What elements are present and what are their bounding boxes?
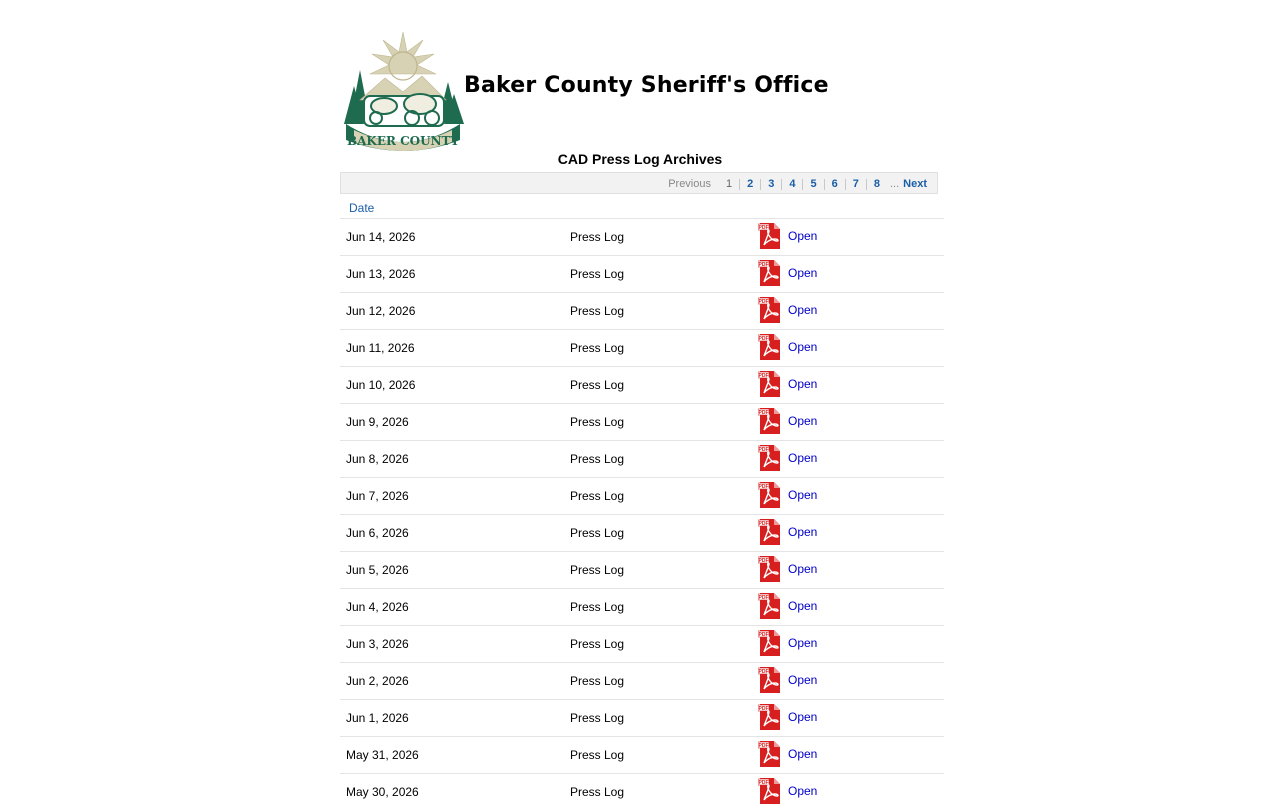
pdf-file-icon[interactable]	[758, 296, 782, 324]
svg-text:PDF: PDF	[759, 262, 769, 268]
row-date: Jun 8, 2026	[340, 441, 570, 478]
pdf-file-icon[interactable]	[758, 481, 782, 509]
open-link[interactable]: Open	[788, 229, 817, 243]
svg-text:PDF: PDF	[759, 521, 769, 527]
pdf-file-icon[interactable]	[758, 703, 782, 731]
pdf-file-icon[interactable]	[758, 370, 782, 398]
site-title: Baker County Sheriff's Office	[464, 73, 829, 98]
row-date: Jun 14, 2026	[340, 219, 570, 256]
row-type: Press Log	[570, 293, 754, 330]
row-date: Jun 9, 2026	[340, 404, 570, 441]
open-link[interactable]: Open	[788, 414, 817, 428]
page-container	[340, 28, 944, 152]
pdf-file-icon[interactable]	[758, 666, 782, 694]
pagination-page-5[interactable]: 5	[802, 179, 823, 190]
open-link[interactable]: Open	[788, 562, 817, 576]
open-link-group[interactable]	[754, 555, 817, 583]
row-date: Jun 13, 2026	[340, 256, 570, 293]
row-actions	[754, 256, 944, 293]
row-date: Jun 5, 2026	[340, 552, 570, 589]
row-date: Jun 1, 2026	[340, 700, 570, 737]
table-row	[340, 256, 944, 293]
open-link-group[interactable]	[754, 296, 817, 324]
open-link[interactable]: Open	[788, 377, 817, 391]
press-log-table	[340, 218, 944, 810]
pagination-previous: Previous	[668, 178, 719, 190]
row-type: Press Log	[570, 441, 754, 478]
table-row	[340, 404, 944, 441]
svg-text:PDF: PDF	[759, 669, 769, 675]
open-link-group[interactable]	[754, 777, 817, 805]
table-row	[340, 737, 944, 774]
open-link-group[interactable]	[754, 407, 817, 435]
pdf-file-icon[interactable]	[758, 592, 782, 620]
row-actions	[754, 626, 944, 663]
svg-text:PDF: PDF	[759, 595, 769, 601]
row-type: Press Log	[570, 700, 754, 737]
svg-text:PDF: PDF	[759, 780, 769, 786]
open-link[interactable]: Open	[788, 340, 817, 354]
pagination-page-7[interactable]: 7	[845, 179, 866, 190]
row-date: May 31, 2026	[340, 737, 570, 774]
row-type: Press Log	[570, 330, 754, 367]
pdf-file-icon[interactable]	[758, 777, 782, 805]
open-link[interactable]: Open	[788, 710, 817, 724]
row-actions	[754, 737, 944, 774]
pdf-file-icon[interactable]	[758, 222, 782, 250]
table-row	[340, 663, 944, 700]
row-type: Press Log	[570, 589, 754, 626]
table-row	[340, 293, 944, 330]
row-actions	[754, 663, 944, 700]
row-actions	[754, 330, 944, 367]
pdf-file-icon[interactable]	[758, 407, 782, 435]
open-link-group[interactable]	[754, 370, 817, 398]
open-link[interactable]: Open	[788, 784, 817, 798]
row-date: Jun 11, 2026	[340, 330, 570, 367]
open-link[interactable]: Open	[788, 525, 817, 539]
pdf-file-icon[interactable]	[758, 629, 782, 657]
pagination-page-3[interactable]: 3	[760, 179, 781, 190]
row-type: Press Log	[570, 774, 754, 810]
row-type: Press Log	[570, 404, 754, 441]
pagination-page-4[interactable]: 4	[781, 179, 802, 190]
open-link-group[interactable]	[754, 259, 817, 287]
row-actions	[754, 404, 944, 441]
open-link[interactable]: Open	[788, 451, 817, 465]
row-type: Press Log	[570, 478, 754, 515]
open-link-group[interactable]	[754, 518, 817, 546]
pagination-next[interactable]: Next	[903, 178, 927, 190]
row-date: Jun 6, 2026	[340, 515, 570, 552]
row-date: Jun 4, 2026	[340, 589, 570, 626]
svg-text:PDF: PDF	[759, 632, 769, 638]
table-row	[340, 367, 944, 404]
pdf-file-icon[interactable]	[758, 333, 782, 361]
row-type: Press Log	[570, 663, 754, 700]
row-actions	[754, 441, 944, 478]
pagination-page-2[interactable]: 2	[739, 179, 760, 190]
svg-text:PDF: PDF	[759, 373, 769, 379]
table-row	[340, 515, 944, 552]
row-type: Press Log	[570, 367, 754, 404]
open-link-group[interactable]	[754, 222, 817, 250]
row-date: Jun 2, 2026	[340, 663, 570, 700]
logo-text: BAKER COUNTY	[347, 134, 460, 148]
pdf-file-icon[interactable]	[758, 444, 782, 472]
svg-text:PDF: PDF	[759, 299, 769, 305]
pagination-page-6[interactable]: 6	[824, 179, 845, 190]
row-actions	[754, 478, 944, 515]
open-link-group[interactable]	[754, 740, 817, 768]
table-row	[340, 478, 944, 515]
open-link[interactable]: Open	[788, 747, 817, 761]
pagination-controls	[668, 178, 927, 190]
pdf-file-icon[interactable]	[758, 740, 782, 768]
table-row	[340, 552, 944, 589]
row-date: Jun 12, 2026	[340, 293, 570, 330]
pagination-ellipsis: ...	[887, 178, 903, 190]
svg-text:PDF: PDF	[759, 558, 769, 564]
open-link-group[interactable]	[754, 703, 817, 731]
open-link-group[interactable]	[754, 481, 817, 509]
pagination-bar	[340, 172, 938, 194]
svg-text:PDF: PDF	[759, 484, 769, 490]
county-seal-logo	[340, 30, 466, 154]
open-link[interactable]: Open	[788, 599, 817, 613]
row-type: Press Log	[570, 552, 754, 589]
table-row	[340, 441, 944, 478]
row-type: Press Log	[570, 219, 754, 256]
svg-text:PDF: PDF	[759, 447, 769, 453]
row-actions	[754, 367, 944, 404]
pdf-file-icon[interactable]	[758, 555, 782, 583]
open-link-group[interactable]	[754, 666, 817, 694]
row-actions	[754, 589, 944, 626]
table-row	[340, 589, 944, 626]
row-type: Press Log	[570, 626, 754, 663]
row-date: Jun 10, 2026	[340, 367, 570, 404]
svg-text:PDF: PDF	[759, 410, 769, 416]
open-link[interactable]: Open	[788, 673, 817, 687]
open-link[interactable]: Open	[788, 636, 817, 650]
row-actions	[754, 293, 944, 330]
row-type: Press Log	[570, 737, 754, 774]
page-title: CAD Press Log Archives	[340, 151, 940, 167]
table-row	[340, 330, 944, 367]
row-type: Press Log	[570, 256, 754, 293]
open-link-group[interactable]	[754, 444, 817, 472]
column-header-date[interactable]: Date	[349, 201, 374, 215]
open-link-group[interactable]	[754, 629, 817, 657]
pagination-current-page: 1	[719, 179, 739, 190]
open-link-group[interactable]	[754, 592, 817, 620]
row-actions	[754, 774, 944, 810]
open-link[interactable]: Open	[788, 488, 817, 502]
row-type: Press Log	[570, 515, 754, 552]
svg-text:PDF: PDF	[759, 706, 769, 712]
table-row	[340, 700, 944, 737]
site-header	[340, 28, 944, 152]
row-actions	[754, 552, 944, 589]
svg-text:PDF: PDF	[759, 743, 769, 749]
pagination-page-8[interactable]: 8	[866, 179, 887, 190]
row-date: Jun 7, 2026	[340, 478, 570, 515]
row-actions	[754, 515, 944, 552]
open-link[interactable]: Open	[788, 303, 817, 317]
table-row	[340, 774, 944, 810]
row-date: May 30, 2026	[340, 774, 570, 810]
pdf-file-icon[interactable]	[758, 518, 782, 546]
press-log-rows	[340, 219, 944, 810]
svg-text:PDF: PDF	[759, 336, 769, 342]
pdf-file-icon[interactable]	[758, 259, 782, 287]
svg-text:PDF: PDF	[759, 225, 769, 231]
table-row	[340, 219, 944, 256]
open-link[interactable]: Open	[788, 266, 817, 280]
open-link-group[interactable]	[754, 333, 817, 361]
row-actions	[754, 700, 944, 737]
row-date: Jun 3, 2026	[340, 626, 570, 663]
table-row	[340, 626, 944, 663]
row-actions	[754, 219, 944, 256]
